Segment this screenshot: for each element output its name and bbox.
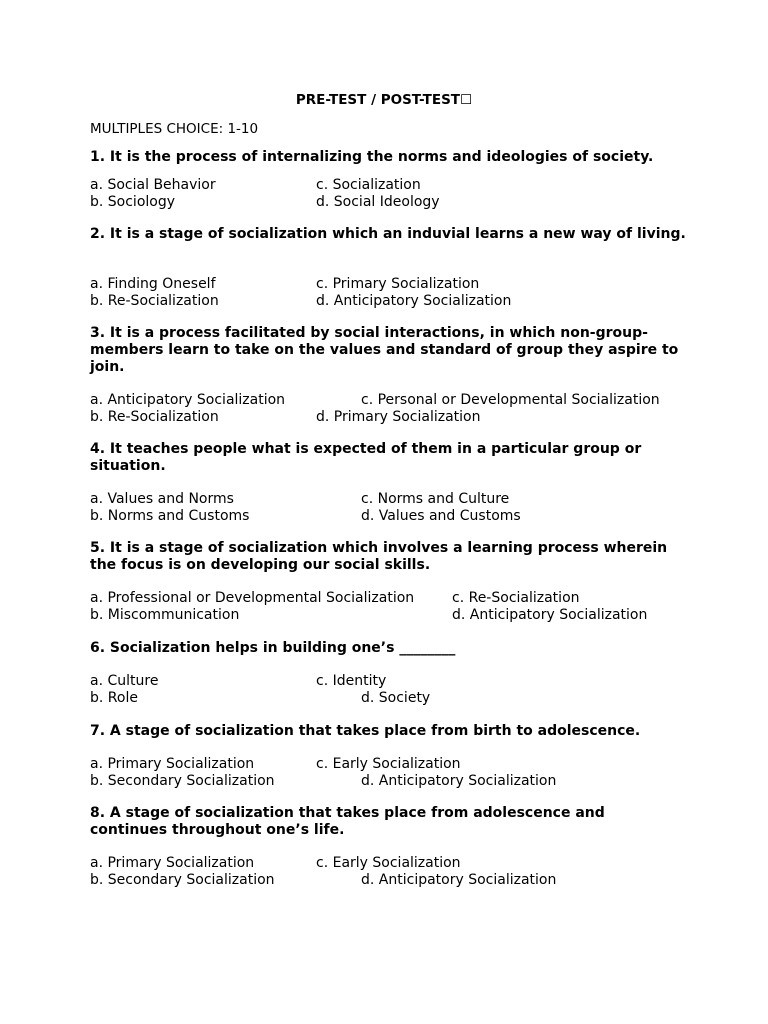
q2-option-b: b. Re-Socialization xyxy=(90,293,219,309)
question-1: 1. It is the process of internalizing the norms and ideologies of society. xyxy=(90,149,654,165)
page-title: PRE-TEST / POST-TEST☐ xyxy=(295,92,473,108)
q2-option-d: d. Anticipatory Socialization xyxy=(316,293,512,309)
question-2: 2. It is a stage of socialization which an induvial learns a new way of living. xyxy=(90,226,686,242)
section-subtitle: MULTIPLES CHOICE: 1-10 xyxy=(90,121,259,137)
q3-option-c: c. Personal or Developmental Socialization xyxy=(361,392,660,408)
q8-option-c: c. Early Socialization xyxy=(316,855,461,871)
q8-option-d: d. Anticipatory Socialization xyxy=(361,872,557,888)
q7-option-b: b. Secondary Socialization xyxy=(90,773,275,789)
q7-option-d: d. Anticipatory Socialization xyxy=(361,773,557,789)
q4-option-d: d. Values and Customs xyxy=(361,508,521,524)
q4-option-c: c. Norms and Culture xyxy=(361,491,510,507)
q1-option-b: b. Sociology xyxy=(90,194,176,210)
q4-option-a: a. Values and Norms xyxy=(90,491,234,507)
question-3: 3. It is a process facilitated by social interactions, in which non-group-members learn to take on the values and standard of group they aspire to join. xyxy=(90,325,679,375)
question-7: 7. A stage of socialization that takes place from birth to adolescence. xyxy=(90,723,641,739)
q3-option-a: a. Anticipatory Socialization xyxy=(90,392,286,408)
question-5: 5. It is a stage of socialization which involves a learning process wherein the focus is on developing our social skills. xyxy=(90,540,668,573)
q8-option-b: b. Secondary Socialization xyxy=(90,872,275,888)
q4-option-b: b. Norms and Customs xyxy=(90,508,250,524)
q7-option-c: c. Early Socialization xyxy=(316,756,461,772)
q3-option-d: d. Primary Socialization xyxy=(316,409,481,425)
q1-option-a: a. Social Behavior xyxy=(90,177,216,193)
q1-option-d: d. Social Ideology xyxy=(316,194,440,210)
q6-option-b: b. Role xyxy=(90,690,138,706)
q3-option-b: b. Re-Socialization xyxy=(90,409,219,425)
question-8: 8. A stage of socialization that takes place from adolescence and continues throughout one’s life. xyxy=(90,805,605,838)
q5-option-c: c. Re-Socialization xyxy=(452,590,580,606)
q8-option-a: a. Primary Socialization xyxy=(90,855,255,871)
q2-option-a: a. Finding Oneself xyxy=(90,276,216,292)
q6-option-d: d. Society xyxy=(361,690,431,706)
q7-option-a: a. Primary Socialization xyxy=(90,756,255,772)
question-4: 4. It teaches people what is expected of them in a particular group or situation. xyxy=(90,441,642,474)
q6-option-c: c. Identity xyxy=(316,673,387,689)
q5-option-a: a. Professional or Developmental Socialization xyxy=(90,590,415,606)
q5-option-d: d. Anticipatory Socialization xyxy=(452,607,648,623)
q2-option-c: c. Primary Socialization xyxy=(316,276,480,292)
q6-option-a: a. Culture xyxy=(90,673,159,689)
q5-option-b: b. Miscommunication xyxy=(90,607,240,623)
question-6: 6. Socialization helps in building one’s ________ xyxy=(90,640,456,656)
q1-option-c: c. Socialization xyxy=(316,177,421,193)
